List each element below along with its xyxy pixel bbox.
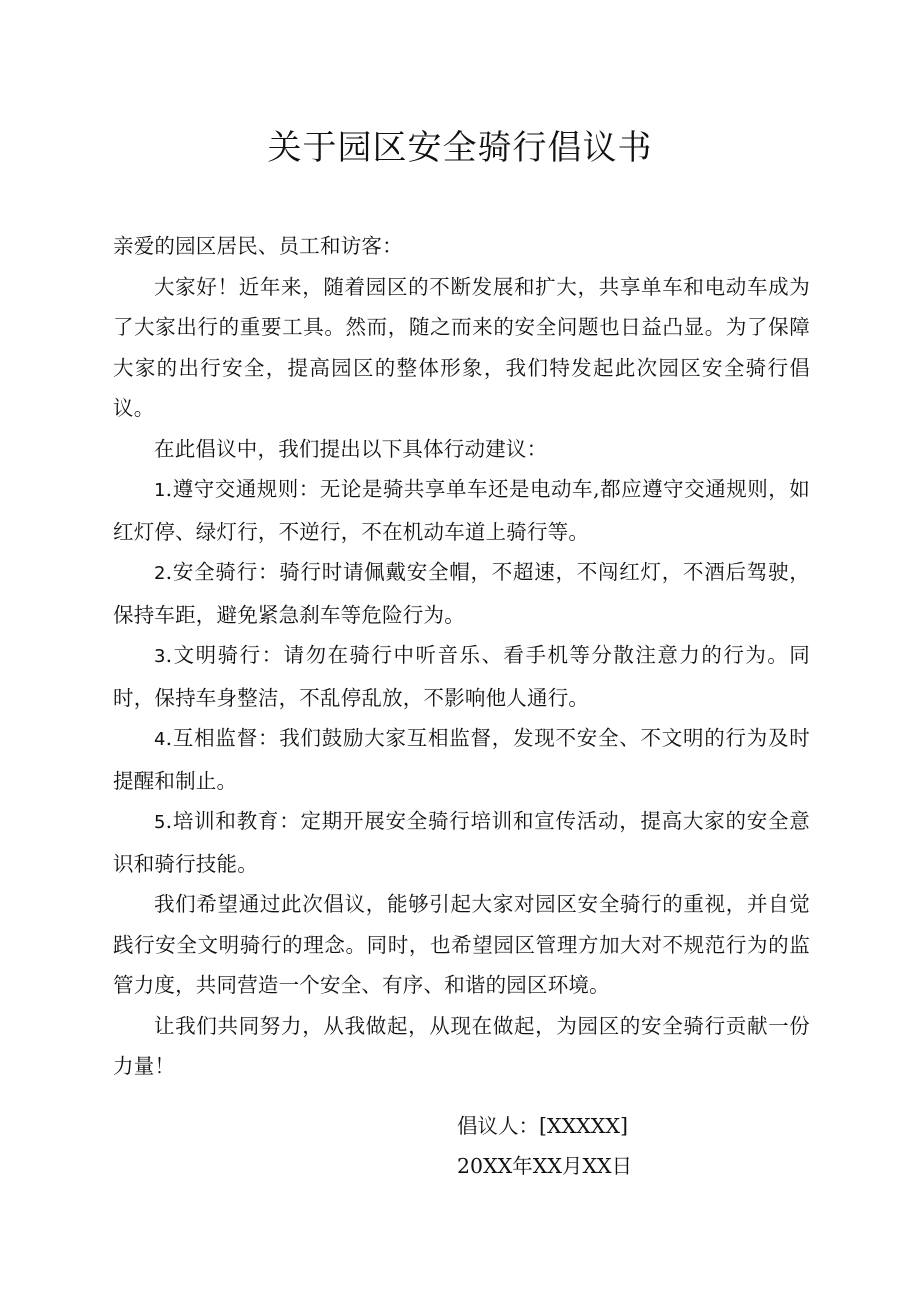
item-text: .互相监督：我们鼓励大家互相监督，发现不安全、不文明的行为及时提醒和制止。	[113, 726, 810, 793]
date-line: 20XX年XX月XX日	[457, 1154, 633, 1178]
item-number: 2	[154, 563, 166, 584]
intro-paragraph: 大家好！近年来，随着园区的不断发展和扩大，共享单车和电动车成为了大家出行的重要工具。然而，随之而来的安全问题也日益凸显。为了保障大家的出行安全，提高园区的整体形象，我们特发起此次园区安全骑行倡议。	[113, 274, 810, 420]
item-number: 5	[154, 812, 166, 833]
list-item	[113, 469, 810, 552]
closing-paragraph: 让我们共同努力，从我做起，从现在做起，为园区的安全骑行贡献一份力量！	[113, 1013, 810, 1078]
item-text: .遵守交通规则：无论是骑共享单车还是电动车,都应遵守交通规则，如红灯停、绿灯行，不逆行，不在机动车道上骑行等。	[113, 477, 810, 544]
list-item	[113, 635, 810, 718]
lead-paragraph: 在此倡议中，我们提出以下具体行动建议：	[154, 436, 548, 461]
document-title: 关于园区安全骑行倡议书	[267, 128, 653, 168]
list-item	[113, 552, 810, 635]
item-number: 4	[154, 729, 166, 750]
item-text: .安全骑行：骑行时请佩戴安全帽，不超速，不闯红灯，不酒后驾驶，保持车距，避免紧急刹车等危险行为。	[113, 560, 810, 627]
signature-block	[457, 1106, 632, 1186]
item-number: 1	[154, 480, 166, 501]
salutation: 亲爱的园区居民、员工和访客：	[113, 234, 403, 258]
item-number: 3	[154, 646, 166, 667]
hope-paragraph: 我们希望通过此次倡议，能够引起大家对园区安全骑行的重视，并自觉践行安全文明骑行的理念。同时，也希望园区管理方加大对不规范行为的监管力度，共同营造一个安全、有序、和谐的园区环境。	[113, 892, 810, 997]
list-item	[113, 718, 810, 801]
list-item	[113, 801, 810, 884]
item-text: .文明骑行：请勿在骑行中听音乐、看手机等分散注意力的行为。同时，保持车身整洁，不乱停乱放，不影响他人通行。	[113, 643, 810, 710]
document-body	[113, 226, 810, 1087]
initiator-line: 倡议人：[XXXXX]	[457, 1114, 628, 1138]
item-text: .培训和教育：定期开展安全骑行培训和宣传活动，提高大家的安全意识和骑行技能。	[113, 809, 810, 876]
